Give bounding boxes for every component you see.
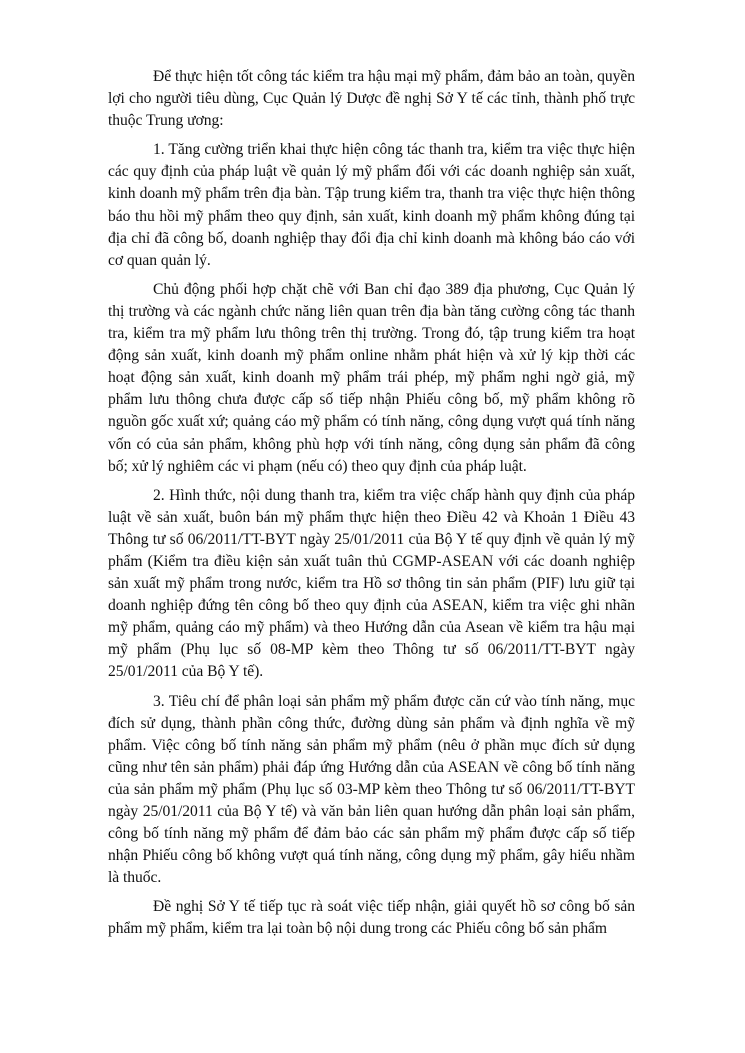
coordination-paragraph: Chủ động phối hợp chặt chẽ với Ban chỉ đạo 389 địa phương, Cục Quản lý thị trường và các ngành chức năng liên quan trên địa bàn tăng cường công tác thanh tra, kiểm tra mỹ phẩm lưu thông trên thị trường. Trong đó, tập trung kiểm tra hoạt động sản xuất, kinh doanh mỹ phẩm online nhằm phát hiện và xử lý kịp thời các hoạt động sản xuất, kinh doanh mỹ phẩm trái phép, mỹ phẩm nghi ngờ giả, mỹ phẩm lưu thông chưa được cấp số tiếp nhận Phiếu công bố, mỹ phẩm không rõ nguồn gốc xuất xứ; quảng cáo mỹ phẩm có tính năng, công dụng vượt quá tính năng vốn có của sản phẩm, không phù hợp với tính năng, công dụng sản phẩm đã công bố; xử lý nghiêm các vi phạm (nếu có) theo quy định của pháp luật. [108,280,635,475]
request-paragraph: Đề nghị Sở Y tế tiếp tục rà soát việc tiếp nhận, giải quyết hồ sơ công bố sản phẩm mỹ phẩm, kiểm tra lại toàn bộ nội dung trong các Phiếu công bố sản phẩm [108,898,635,938]
section-2-paragraph: 2. Hình thức, nội dung thanh tra, kiểm tra việc chấp hành quy định của pháp luật về sản xuất, buôn bán mỹ phẩm thực hiện theo Điều 42 và Khoản 1 Điều 43 Thông tư số 06/2011/TT-BYT ngày 25/01/2011 của Bộ Y tế quy định về quản lý mỹ phẩm (Kiểm tra điều kiện sản xuất tuân thủ CGMP-ASEAN với các doanh nghiệp sản xuất mỹ phẩm trong nước, kiểm tra Hồ sơ thông tin sản phẩm (PIF) lưu giữ tại doanh nghiệp đứng tên công bố theo quy định của ASEAN, kiểm tra việc ghi nhãn mỹ phẩm, quảng cáo mỹ phẩm) và theo Hướng dẫn của Asean về kiểm tra hậu mại mỹ phẩm (Phụ lục số 08-MP kèm theo Thông tư số 06/2011/TT-BYT ngày 25/01/2011 của Bộ Y tế). [108,486,635,681]
section-1-paragraph: 1. Tăng cường triển khai thực hiện công tác thanh tra, kiểm tra việc thực hiện các quy định của pháp luật về quản lý mỹ phẩm đối với các doanh nghiệp sản xuất, kinh doanh mỹ phẩm trên địa bàn. Tập trung kiểm tra, thanh tra việc thực hiện thông báo thu hồi mỹ phẩm theo quy định, sản xuất, kinh doanh mỹ phẩm không đúng tại địa chỉ đã công bố, doanh nghiệp thay đổi địa chỉ kinh doanh mà không báo cáo với cơ quan quản lý. [108,141,635,269]
intro-paragraph: Để thực hiện tốt công tác kiểm tra hậu mại mỹ phẩm, đảm bảo an toàn, quyền lợi cho người tiêu dùng, Cục Quản lý Dược đề nghị Sở Y tế các tỉnh, thành phố trực thuộc Trung ương: [108,68,635,130]
document-page [108,66,635,948]
section-3-paragraph: 3. Tiêu chí để phân loại sản phẩm mỹ phẩm được căn cứ vào tính năng, mục đích sử dụng, thành phần công thức, đường dùng sản phẩm và định nghĩa về mỹ phẩm. Việc công bố tính năng sản phẩm mỹ phẩm (nêu ở phần mục đích sử dụng cũng như tên sản phẩm) phải đáp ứng Hướng dẫn của ASEAN về công bố tính năng của sản phẩm mỹ phẩm (Phụ lục số 03-MP kèm theo Thông tư số 06/2011/TT-BYT ngày 25/01/2011 của Bộ Y tế) và văn bản liên quan hướng dẫn phân loại sản phẩm, công bố tính năng mỹ phẩm để đảm bảo các sản phẩm mỹ phẩm được cấp số tiếp nhận Phiếu công bố không vượt quá tính năng, công dụng mỹ phẩm, gây hiểu nhầm là thuốc. [108,692,635,887]
